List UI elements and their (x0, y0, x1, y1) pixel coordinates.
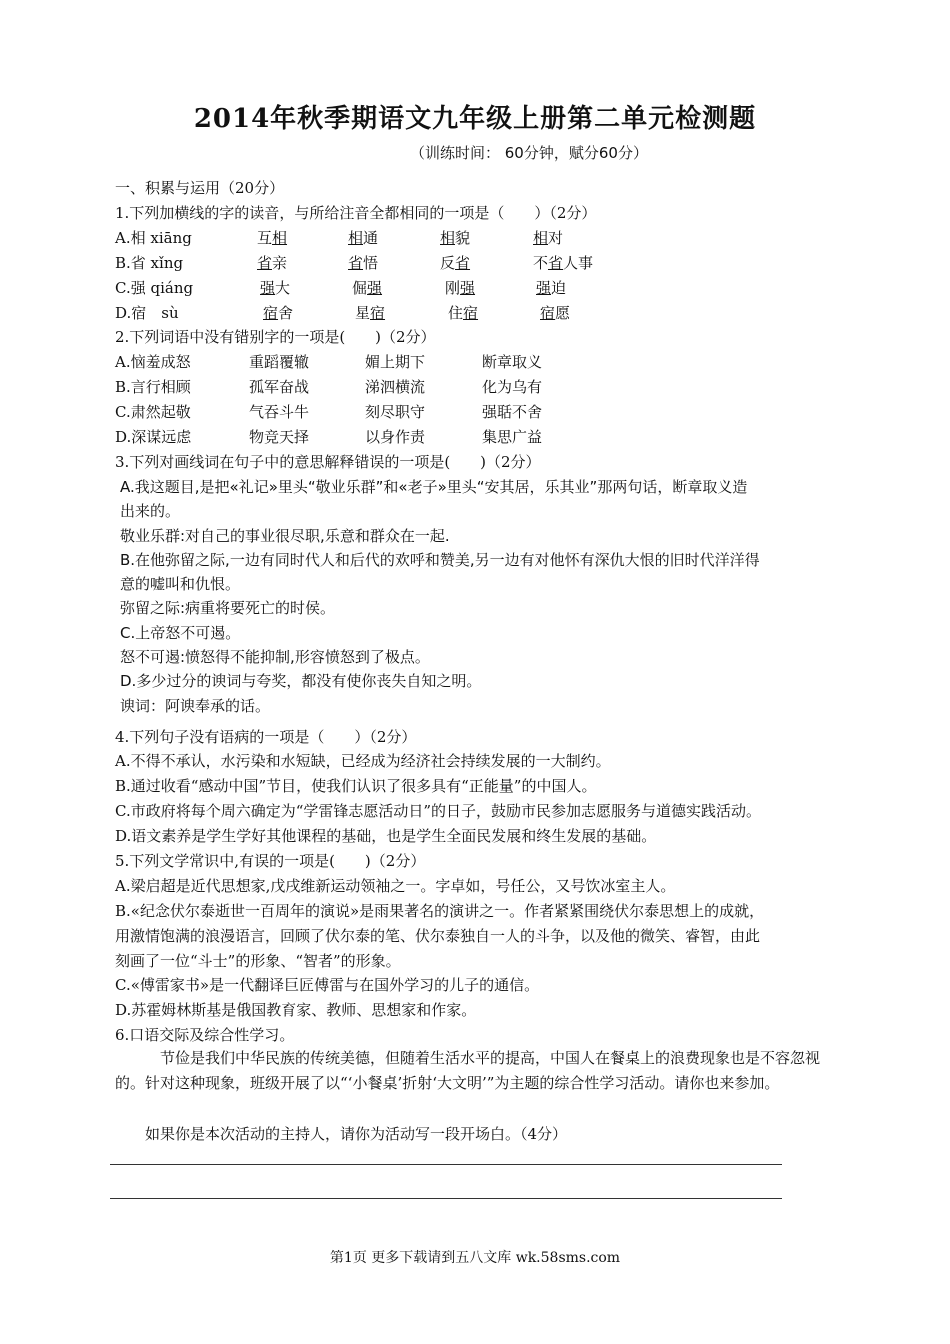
option-word: 集思广益 (482, 428, 543, 446)
q3-stem: 3.下列对画线词在句子中的意思解释错误的一项是( )（2分） (115, 453, 541, 471)
q2-stem: 2.下列词语中没有错别字的一项是( )（2分） (115, 328, 436, 346)
option-word: 涕泗横流 (365, 378, 426, 396)
option-word: 以身作责 (365, 428, 426, 446)
q5-option-b: B.«纪念伏尔泰逝世一百周年的演说»是雨果著名的演讲之一。作者紧紧围绕伏尔泰思想上的成就， (115, 902, 765, 920)
option-word: 物竞天择 (249, 428, 310, 446)
q4-option: B.通过收看“感动中国”节目，使我们认识了很多具有“正能量”的中国人。 (115, 777, 597, 795)
q6-task: 如果你是本次活动的主持人，请你为活动写一段开场白。（4分） (145, 1125, 568, 1143)
word: 反省 (440, 254, 471, 272)
option-word: 强聒不舍 (482, 403, 543, 421)
q3-line: 谀词：阿谀奉承的话。 (120, 697, 271, 715)
option-head: C.强 qiáng (115, 279, 194, 297)
q5-option-b-cont: 用激情饱满的浪漫语言，回顾了伏尔泰的笔、伏尔泰独自一人的斗争，以及他的微笑、睿智，由此 (115, 927, 761, 945)
subtitle: （训练时间： 60分钟，赋分60分） (410, 144, 648, 162)
q3-line: 意的嘘叫和仇恨。 (120, 575, 241, 593)
word: 住宿 (448, 304, 479, 322)
q3-line: 敬业乐群:对自己的事业很尽职,乐意和群众在一起. (120, 527, 450, 545)
word: 宿愿 (540, 304, 571, 322)
word: 相通 (348, 229, 379, 247)
q5-stem: 5.下列文学常识中,有误的一项是( )（2分） (115, 852, 426, 870)
q6-paragraph: 节俭是我们中华民族的传统美德，但随着生活水平的提高，中国人在餐桌上的浪费现象也是不容忽视的。针对这种现象，班级开展了以“‘小餐桌’折射‘大文明’”为主题的综合性学习活动。请你也来参加。 (115, 1049, 821, 1092)
q3-line: 弥留之际:病重将要死亡的时侯。 (120, 599, 336, 617)
q3-line: A.我这题目,是把«礼记»里头“敬业乐群”和«老子»里头“安其居，乐其业”那两句话，断章取义造 (120, 478, 748, 496)
answer-line[interactable] (110, 1164, 782, 1165)
q4-stem: 4.下列句子没有语病的一项是（ ）（2分） (115, 728, 417, 746)
word: 强迫 (536, 279, 567, 297)
q1-stem: 1.下列加横线的字的读音，与所给注音全都相同的一项是（ ）（2分） (115, 204, 597, 222)
q4-option: A.不得不承认，水污染和水短缺，已经成为经济社会持续发展的一大制约。 (115, 752, 611, 770)
q4-option: D.语文素养是学生学好其他课程的基础，也是学生全面民发展和终生发展的基础。 (115, 827, 657, 845)
option-head: B.省 xǐng (115, 254, 184, 272)
q5-option-a: A.梁启超是近代思想家,戊戌维新运动领袖之一。字卓如，号任公，又号饮冰室主人。 (115, 877, 676, 895)
q3-line: 怒不可遏:愤怒得不能抑制,形容愤怒到了极点。 (120, 648, 430, 666)
option-word: A.恼羞成怒 (115, 353, 191, 371)
option-word: 气吞斗牛 (249, 403, 310, 421)
option-word: C.肃然起敬 (115, 403, 191, 421)
q5-option-b-cont: 刻画了一位“斗士”的形象、“智者”的形象。 (115, 952, 401, 970)
word: 省悟 (348, 254, 379, 272)
word: 不省人事 (533, 254, 594, 272)
q3-line: B.在他弥留之际,一边有同时代人和后代的欢呼和赞美,另一边有对他怀有深仇大恨的旧时代洋洋得 (120, 551, 760, 569)
option-word: 化为乌有 (482, 378, 543, 396)
section-heading: 一、积累与运用（20分） (115, 179, 285, 197)
word: 宿舍 (263, 304, 294, 322)
word: 省亲 (257, 254, 288, 272)
word: 互相 (257, 229, 288, 247)
option-word: 断章取义 (482, 353, 543, 371)
answer-line[interactable] (110, 1198, 782, 1199)
option-word: 重蹈覆辙 (249, 353, 310, 371)
q6-stem: 6.口语交际及综合性学习。 (115, 1026, 295, 1044)
option-word: B.言行相顾 (115, 378, 191, 396)
word: 星宿 (355, 304, 386, 322)
option-word: 孤军奋战 (249, 378, 310, 396)
q5-option-c: C.«傅雷家书»是一代翻译巨匠傅雷与在国外学习的儿子的通信。 (115, 976, 540, 994)
q3-line: 出来的。 (120, 502, 181, 520)
option-word: 媚上期下 (365, 353, 426, 371)
page-footer: 第1页 更多下载请到五八文库 wk.58sms.com (329, 1250, 621, 1266)
word: 刚强 (445, 279, 476, 297)
option-word: D.深谋远虑 (115, 428, 192, 446)
option-word: 刻尽职守 (365, 403, 426, 421)
option-head: A.相 xiāng (115, 229, 192, 247)
option-head: D.宿 sù (115, 304, 179, 322)
word: 相对 (533, 229, 564, 247)
word: 倔强 (352, 279, 383, 297)
q4-option: C.市政府将每个周六确定为“学雷锋志愿活动日”的日子，鼓励市民参加志愿服务与道德实践活动。 (115, 802, 762, 820)
word: 相貌 (440, 229, 471, 247)
word: 强大 (260, 279, 291, 297)
page-title: 2014年秋季期语文九年级上册第二单元检测题 (193, 104, 757, 134)
q3-line: C.上帝怒不可遏。 (120, 624, 241, 642)
q3-line: D.多少过分的谀词与夸奖，都没有使你丧失自知之明。 (120, 672, 482, 690)
q5-option-d: D.苏霍姆林斯基是俄国教育家、教师、思想家和作家。 (115, 1001, 477, 1019)
